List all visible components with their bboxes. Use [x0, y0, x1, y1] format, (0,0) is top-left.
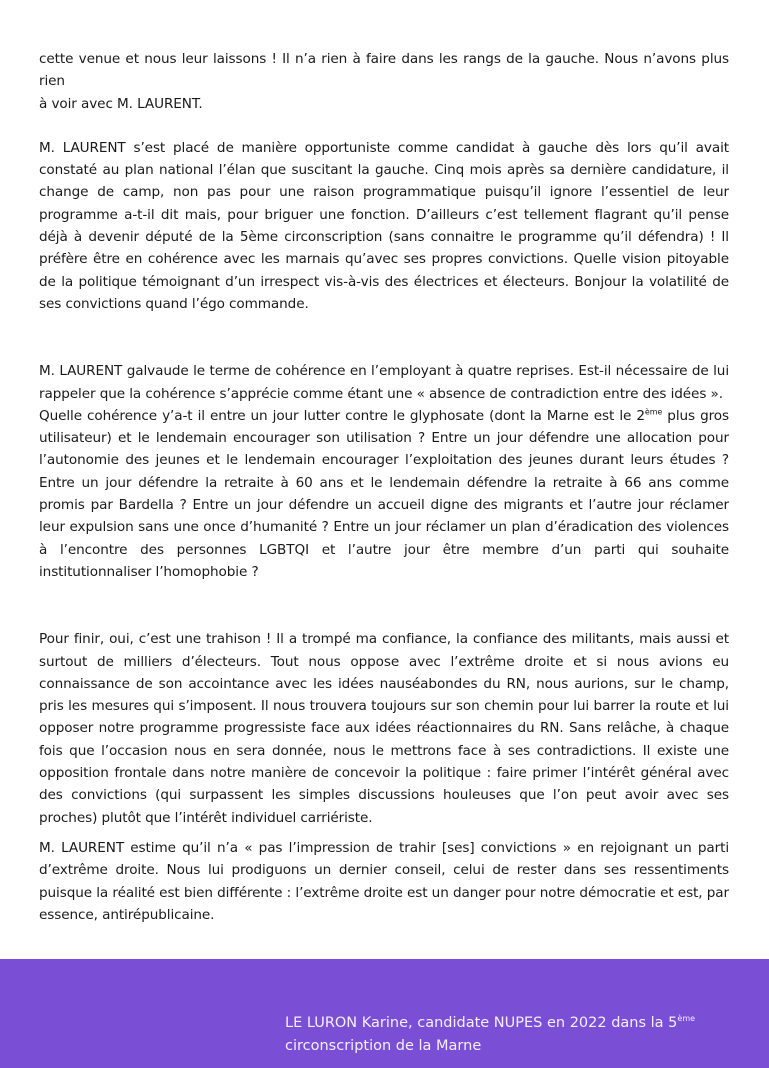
author-signature — [285, 1012, 745, 1058]
signature-superscript: ème — [677, 1014, 696, 1024]
coherence-line-1: M. LAURENT galvaude le terme de cohérence en l’employant à quatre reprises. Est-il nécessaire de lui rappeler que la cohérence s’apprécie comme étant une « absence de contradiction entre des idées ». — [39, 363, 729, 402]
intro-line-2: à voir avec M. LAURENT. — [39, 95, 203, 112]
paragraph-betrayal: Pour finir, oui, c’est une trahison ! Il a trompé ma confiance, la confiance des militants, mais aussi et surtout de milliers d’électeurs. Tout nous oppose avec l’extrême droite et si nous avions eu connaissance de son accointance avec les idées nauséabondes du RN, nous aurions, sur le champ, pris les mesures qui s’imposent. Il nous trouvera toujours sur son chemin pour lui barrer la route et lui opposer notre programme progressiste face aux idées réactionnaires du RN. Sans relâche, à chaque fois que l’occasion nous en sera donnée, nous le mettrons face à ses contradictions. Il existe une opposition frontale dans notre manière de concevoir la politique : faire primer l’intérêt général avec des convictions (qui surpassent les simples discussions houleuses que l’on peut avoir avec ses proches) plutôt que l’intérêt individuel carriériste. — [39, 631, 729, 826]
signature-text-a: LE LURON Karine, candidate NUPES en 2022 dans la 5 — [285, 1015, 678, 1031]
paragraph-conclusion: M. LAURENT estime qu’il n’a « pas l’impression de trahir [ses] convictions » en rejoignant un parti d’extrême droite. Nous lui prodiguons un dernier conseil, celui de rester dans ses ressentiments puisque la réalité est bien différente : l’extrême droite est un danger pour notre démocratie et est, par essence, antirépublicaine. — [39, 839, 729, 923]
ordinal-superscript: ème — [644, 407, 663, 417]
coherence-text-b: plus gros utilisateur) et le lendemain encourager son utilisation ? Entre un jour défendre une allocation pour l’autonomie des jeunes et le lendemain encourager l’exploitation des jeunes durant leurs études ? Entre un jour défendre la retraite à 60 ans et le lendemain défendre la retraite à 66 ans comme promis par Bardella ? Entre un jour défendre un accueil digne des migrants et l’autre jour réclamer leur expulsion sans une once d’humanité ? Entre un jour réclamer un plan d’éradication des violences à l’encontre des personnes LGBTQI et l’autre jour être membre d’un parti qui souhaite institutionnaliser l’homophobie ? — [39, 407, 729, 580]
signature-text-b: circonscription de la Marne — [285, 1038, 482, 1054]
letter-body — [39, 48, 729, 926]
paragraph-opportunism: M. LAURENT s’est placé de manière opportuniste comme candidat à gauche dès lors qu’il avait constaté au plan national l’élan que suscitant la gauche. Cinq mois après sa dernière candidature, il change de camp, non pas pour une raison programmatique puisqu’il ignore l’essentiel de leur programme a-t-il dit mais, pour briguer une fonction. D’ailleurs c’est tellement flagrant qu’il pense déjà à devenir député de la 5ème circonscription (sans connaitre le programme qu’il défendra) ! Il préfère être en cohérence avec les marnais qu’avec ses propres convictions. Quelle vision pitoyable de la politique témoignant d’un irrespect vis-à-vis des électrices et électeurs. Bonjour la volatilité de ses convictions quand l’égo commande. — [39, 139, 729, 312]
intro-line-1: cette venue et nous leur laissons ! Il n’a rien à faire dans les rangs de la gauche. Nous n’avons plus rien — [39, 51, 729, 90]
coherence-text-a: Quelle cohérence y’a-t il entre un jour lutter contre le glyphosate (dont la Marne est le 2 — [39, 407, 645, 424]
intro-paragraph — [39, 48, 729, 115]
footer-banner — [0, 959, 769, 1068]
paragraph-coherence — [39, 360, 729, 583]
